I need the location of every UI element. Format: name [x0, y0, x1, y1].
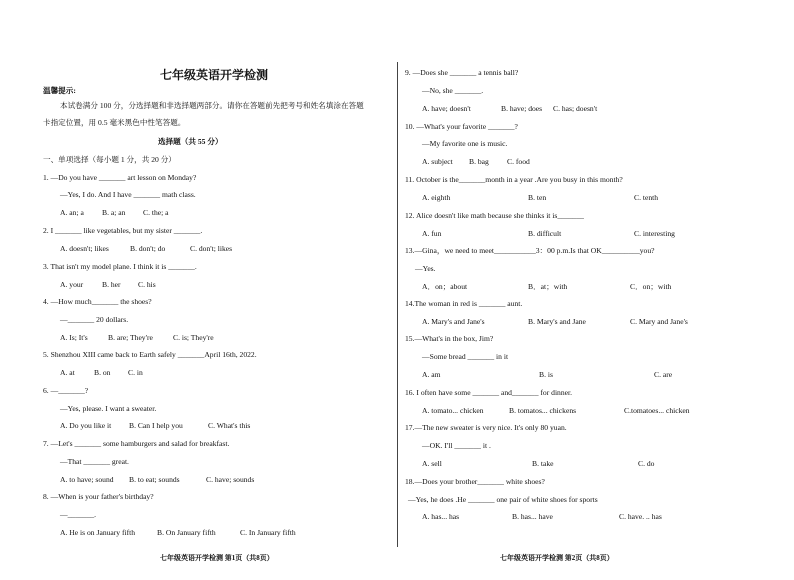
part-title: 一、单项选择（每小题 1 分，共 20 分） — [43, 155, 176, 164]
question-15: 15.—What's in the box, Jim? — [405, 334, 494, 343]
question-5: 5. Shenzhou XIII came back to Earth safely _______April 16th, 2022. — [43, 350, 257, 359]
question-8-line-2: —_______. — [60, 510, 97, 519]
question-9-option-c: C. has; doesn't — [553, 104, 598, 113]
question-11-option-b: B. ten — [528, 193, 547, 202]
question-16-option-c: C.tomatoes... chicken — [624, 406, 690, 415]
question-12: 12. Alice doesn't like math because she thinks it is_______ — [405, 211, 584, 220]
question-5-option-c: C. in — [128, 368, 143, 377]
question-6-line-2: —Yes, please. I want a sweater. — [60, 404, 157, 413]
tip-label: 温馨提示: — [43, 86, 76, 95]
question-12-option-a: A. fun — [422, 229, 442, 238]
question-16-option-a: A. tomato... chicken — [422, 406, 484, 415]
question-16: 16. I often have some _______ and_______ for dinner. — [405, 388, 573, 397]
question-17: 17.—The new sweater is very nice. It's only 80 yuan. — [405, 423, 567, 432]
question-8-option-a: A. He is on January fifth — [60, 528, 136, 537]
tip-line-1: 本试卷满分 100 分，分选择题和非选择题两部分。请你在答题前先把考号和姓名填涂在答题 — [60, 101, 364, 110]
question-17-line-2: —OK. I'll _______ it . — [422, 441, 491, 450]
question-2-option-a: A. doesn't; likes — [60, 244, 109, 253]
question-18-line-2: —Yes, he does .He _______ one pair of white shoes for sports — [408, 495, 598, 504]
question-7: 7. —Let's _______ some hamburgers and salad for breakfast. — [43, 439, 230, 448]
question-9-line-2: —No, she _______. — [422, 86, 484, 95]
question-6-option-b: B. Can I help you — [129, 421, 183, 430]
question-10-line-2: —My favorite one is music. — [422, 139, 508, 148]
question-12-option-c: C. interesting — [634, 229, 675, 238]
question-3-option-b: B. her — [102, 280, 121, 289]
question-4-option-b: B. are; They're — [108, 333, 153, 342]
question-3-option-c: C. his — [138, 280, 156, 289]
question-15-line-2: —Some bread _______ in it — [422, 352, 509, 361]
section-title: 选择题（共 55 分） — [158, 137, 223, 146]
question-14: 14.The woman in red is _______ aunt. — [405, 299, 523, 308]
question-17-option-c: C. do — [638, 459, 655, 468]
question-4-option-a: A. Is; It's — [60, 333, 88, 342]
question-1-option-b: B. a; an — [102, 208, 126, 217]
page-footer: 七年级英语开学检测 第1页（共8页） — [160, 554, 274, 562]
question-3: 3. That isn't my model plane. I think it is _______. — [43, 262, 197, 271]
question-5-option-b: B. on — [94, 368, 111, 377]
exam-title: 七年级英语开学检测 — [160, 68, 269, 82]
question-6: 6. —_______? — [43, 386, 89, 395]
question-17-option-b: B. take — [532, 459, 554, 468]
question-6-option-c: C. What's this — [208, 421, 251, 430]
question-10: 10. —What's your favorite _______? — [405, 122, 518, 131]
question-5-option-a: A. at — [60, 368, 75, 377]
question-18: 18.—Does your brother_______ white shoes? — [405, 477, 545, 486]
question-13: 13.—Gina，we need to meet___________3：00 p.m.Is that OK__________you? — [405, 246, 655, 255]
question-7-option-a: A. to have; sound — [60, 475, 114, 484]
question-1: 1. —Do you have _______ art lesson on Monday? — [43, 173, 197, 182]
question-4: 4. —How much_______ the shoes? — [43, 297, 152, 306]
question-16-option-b: B. tomatos... chickens — [509, 406, 577, 415]
question-2-option-b: B. don't; do — [130, 244, 166, 253]
question-12-option-b: B. difficult — [528, 229, 562, 238]
question-4-line-2: —_______ 20 dollars. — [60, 315, 129, 324]
question-13-option-b: B．at；with — [528, 282, 568, 291]
question-18-option-a: A. has... has — [422, 512, 460, 521]
question-9-option-a: A. have; doesn't — [422, 104, 471, 113]
question-1-option-a: A. an; a — [60, 208, 84, 217]
question-7-line-2: —That _______ great. — [60, 457, 129, 466]
right-page — [398, 0, 794, 580]
question-4-option-c: C. is; They're — [173, 333, 214, 342]
question-1-option-c: C. the; a — [143, 208, 169, 217]
question-11: 11. October is the_______month in a year .Are you busy in this month? — [405, 175, 623, 184]
question-18-option-c: C. have. .. has — [619, 512, 662, 521]
question-14-option-b: B. Mary's and Jane — [528, 317, 586, 326]
question-9-option-b: B. have; does — [501, 104, 543, 113]
question-15-option-b: B. is — [539, 370, 553, 379]
question-15-option-a: A. am — [422, 370, 441, 379]
question-7-option-c: C. have; sounds — [206, 475, 255, 484]
question-14-option-a: A. Mary's and Jane's — [422, 317, 485, 326]
question-8-option-c: C. In January fifth — [240, 528, 296, 537]
question-8-option-b: B. On January fifth — [157, 528, 216, 537]
question-17-option-a: A. sell — [422, 459, 442, 468]
question-10-option-a: A. subject — [422, 157, 453, 166]
question-10-option-c: C. food — [507, 157, 530, 166]
question-3-option-a: A. your — [60, 280, 84, 289]
question-2-option-c: C. don't; likes — [190, 244, 233, 253]
question-15-option-c: C. are — [654, 370, 673, 379]
question-9: 9. —Does she _______ a tennis ball? — [405, 68, 519, 77]
page-footer: 七年级英语开学检测 第2页（共8页） — [500, 554, 614, 562]
question-14-option-c: C. Mary and Jane's — [630, 317, 688, 326]
question-1-line-2: —Yes, I do. And I have _______ math class. — [60, 190, 196, 199]
question-2: 2. I _______ like vegetables, but my sister _______. — [43, 226, 203, 235]
question-7-option-b: B. to eat; sounds — [129, 475, 180, 484]
tip-line-2: 卡指定位置，用 0.5 毫米黑色中性笔答题。 — [43, 118, 186, 127]
question-11-option-a: A. eighth — [422, 193, 451, 202]
question-13-option-a: A．on；about — [422, 282, 468, 291]
question-13-line-2: —Yes. — [415, 264, 436, 273]
question-10-option-b: B. bag — [469, 157, 489, 166]
question-6-option-a: A. Do you like it — [60, 421, 112, 430]
question-8: 8. —When is your father's birthday? — [43, 492, 154, 501]
question-13-option-c: C．on；with — [630, 282, 672, 291]
question-18-option-b: B. has... have — [512, 512, 553, 521]
question-11-option-c: C. tenth — [634, 193, 659, 202]
